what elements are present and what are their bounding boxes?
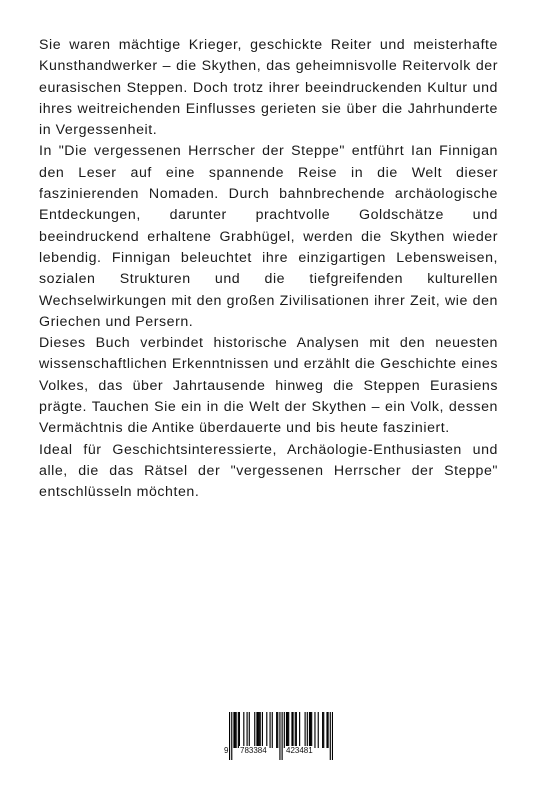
blurb-paragraph-3: Dieses Buch verbindet historische Analysen mit den neuesten wissenschaftlichen Erkenntnissen und erzählt die Geschichte eines Volkes, das über Jahrtausende hinweg die Steppen Eurasiens prägte. Tauchen Sie ein in die Welt der Skythen – ein Volk, dessen Vermächtnis die Antike überdauerte und bis heute fasziniert. bbox=[39, 335, 498, 437]
barcode-bar bbox=[296, 712, 297, 748]
blurb-text bbox=[39, 35, 498, 504]
barcode-bar bbox=[259, 712, 260, 748]
barcode-bar bbox=[277, 712, 278, 748]
barcode-bar bbox=[307, 712, 308, 748]
barcode-bar bbox=[254, 712, 255, 748]
barcode-bar bbox=[286, 712, 287, 748]
barcode-bar bbox=[256, 712, 257, 748]
barcode-left-digits: 783384 bbox=[240, 746, 267, 755]
barcode-bar bbox=[288, 712, 289, 748]
barcode-bar bbox=[287, 712, 288, 748]
barcode-bar bbox=[305, 712, 306, 748]
barcode-bar bbox=[257, 712, 258, 748]
barcode-bar bbox=[276, 712, 277, 748]
barcode-first-digit: 9 bbox=[224, 746, 229, 755]
barcode-bar bbox=[291, 712, 292, 748]
barcode-bar bbox=[322, 712, 323, 748]
barcode-right-digits: 423481 bbox=[286, 746, 313, 755]
barcode-bar bbox=[266, 712, 267, 748]
blurb-paragraph-1: Sie waren mächtige Krieger, geschickte Reiter und meisterhafte Kunsthandwerker – die Skythen, das geheimnisvolle Reitervolk der eurasischen Steppen. Doch trotz ihrer beeindruckenden Kultur und ihres weitreichenden Einflusses gerieten sie über die Jahrhunderte in Vergessenheit. bbox=[39, 37, 498, 139]
barcode-bar bbox=[323, 712, 324, 748]
barcode-bar bbox=[292, 712, 293, 748]
barcode-bar bbox=[238, 712, 239, 748]
barcode-bar bbox=[326, 712, 327, 748]
blurb-paragraph-4: Ideal für Geschichtsinteressierte, Archäologie-Enthusiasten und alle, die das Rätsel der "vergessenen Herrscher der Steppe" entschlüsseln möchten. bbox=[39, 441, 498, 501]
barcode-bar bbox=[309, 712, 310, 748]
barcode-bar bbox=[318, 712, 319, 748]
barcode-bar bbox=[299, 712, 300, 748]
blurb-paragraph-2: In "Die vergessenen Herrscher der Steppe" entführt Ian Finnigan den Leser auf eine spannende Reise in die Welt dieser faszinierenden Nomaden. Durch bahnbrechende archäologische Entdeckungen, darunter prachtvolle Goldschätze und beeindruckend erhaltene Grabhügel, werden die Skythen wieder lebendig. Finnigan beleuchtet ihre einzigartigen Lebensweisen, sozialen Strukturen und die tiefgreifenden kulturellen Wechselwirkungen mit den großen Zivilisationen ihrer Zeit, wie den Griechen und Persern. bbox=[39, 143, 498, 330]
barcode-bar bbox=[236, 712, 237, 748]
barcode-bar bbox=[247, 712, 248, 748]
barcode-bar bbox=[262, 712, 263, 748]
barcode-bar bbox=[295, 712, 296, 748]
barcode-bar bbox=[328, 712, 329, 748]
barcode-bar bbox=[233, 712, 234, 748]
barcode-bar bbox=[239, 712, 240, 748]
barcode-bar bbox=[272, 712, 273, 748]
barcode-bar bbox=[310, 712, 311, 748]
barcode-bar bbox=[249, 712, 250, 748]
barcode-bar bbox=[260, 712, 261, 748]
barcode-bar bbox=[234, 712, 235, 748]
barcode-bar bbox=[270, 712, 271, 748]
barcode-bar bbox=[243, 712, 244, 748]
barcode-bar bbox=[311, 712, 312, 748]
barcode-bar bbox=[314, 712, 315, 748]
barcode-bar bbox=[284, 712, 285, 748]
isbn-barcode-digits bbox=[224, 746, 333, 758]
